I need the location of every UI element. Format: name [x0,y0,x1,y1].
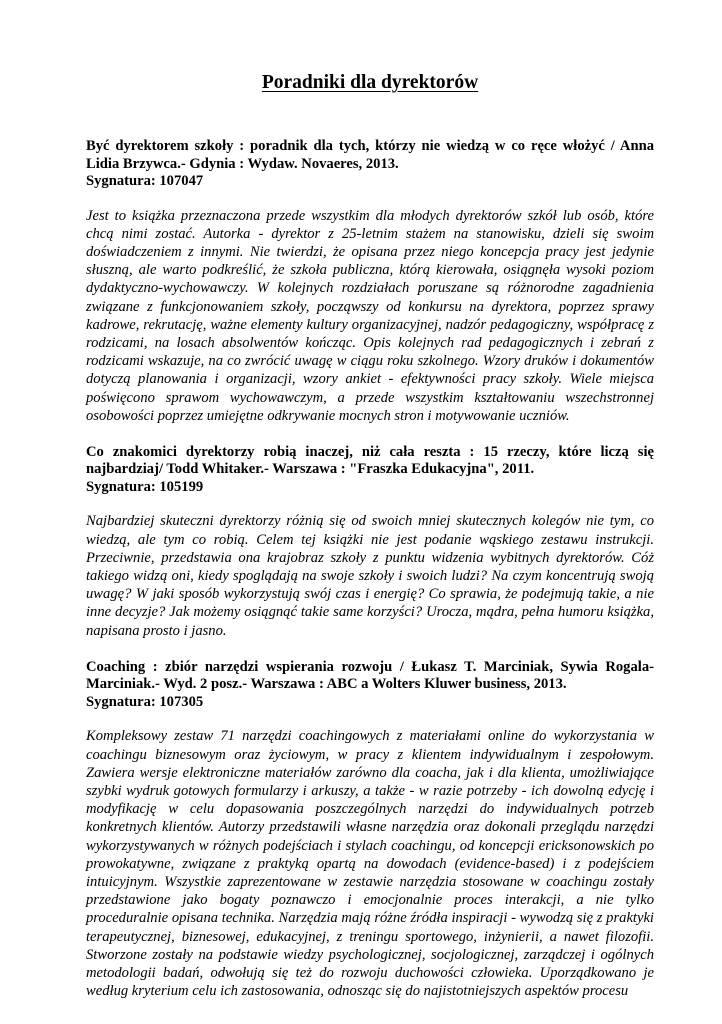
book-bibliographic-heading: Być dyrektorem szkoły : poradnik dla tych, którzy nie wiedzą w co ręce włożyć / Anna Lidia Brzywca.- Gdynia : Wydaw. Novaeres, 2013. [86,138,654,172]
book-description: Najbardziej skuteczni dyrektorzy różnią się od swoich mniej skutecznych kolegów nie tym, co wiedzą, ale tym co robią. Celem tej książki nie jest podanie wąskiego zestawu instrukcji. Przeciwnie, przedstawia ona krajobraz szkoły z punktu widzenia wybitnych dyrektorów. Cóż takiego widzą oni, kiedy spoglądają na swoje szkoły i swoich ludzi? Na czym koncentrują swoją uwagę? W jaki sposób wykorzystują swój czas i energię? Co sprawia, że podejmują takie, a nie inne decyzje? Jak możemy osiągnąć takie same korzyści? Urocza, mądra, pełna humoru książka, napisana prosto i jasno. [86,513,654,639]
book-call-number: Sygnatura: 107047 [86,173,204,189]
book-bibliographic-heading: Coaching : zbiór narzędzi wspierania rozwoju / Łukasz T. Marciniak, Sywia Rogala-Marciniak.- Wyd. 2 posz.- Warszawa : ABC a Wolters Kluwer business, 2013. [86,658,654,693]
book-entry [86,444,654,640]
book-bibliographic-heading: Co znakomici dyrektorzy robią inaczej, niż cała reszta : 15 rzeczy, które liczą się najbardziaj/ Todd Whitaker.- Warszawa : "Fraszka Edukacyjna", 2011. [86,443,654,478]
book-call-number: Sygnatura: 107305 [86,693,204,710]
book-call-number: Sygnatura: 105199 [86,478,204,495]
book-entry [86,659,654,1001]
book-description: Kompleksowy zestaw 71 narzędzi coachingowych z materiałami online do wykorzystania w coachingu biznesowym oraz życiowym, w pracy z klientem indywidualnym i zespołowym. Zawiera wersje elektroniczne materiałów zarówno dla coacha, jak i dla klienta, umożliwiające szybki wydruk gotowych formularzy i arkuszy, a także - w razie potrzeby - ich dowolną edycję i modyfikację w celu dopasowania poszczególnych narzędzi do indywidualnych potrzeb konkretnych klientów. Autorzy przedstawili własne narzędzia oraz dokonali przeglądu narzędzi wykorzystywanych w różnych podejściach i stylach coachingu, od koncepcji ericksonowskich po prowokatywne, związane z praktyką opartą na dowodach (evidence-based) i z podejściem intuicyjnym. Wszystkie zaprezentowane w zestawie narzędzia stosowane w coachingu zostały przedstawione jako bogaty poznawczo i emocjonalnie proces interakcji, a nie tylko proceduralnie opisana technika. Narzędzia mają różne źródła inspiracji - wywodzą się z praktyki terapeutycznej, biznesowej, edukacyjnej, z treningu sportowego, inżynierii, a nawet filozofii. Stworzone zostały na podstawie wiedzy psychologicznej, socjologicznej, zarządczej i ogólnych metodologii badań, odwołują się też do rozwoju duchowości człowieka. Uporządkowano je według kryterium celu ich zastosowania, odnosząc się do najistotniejszych aspektów procesu [86,728,654,1000]
book-entry [86,138,654,425]
book-description: Jest to książka przeznaczona przede wszystkim dla młodych dyrektorów szkół lub osób, które chcą nimi zostać. Autorka - dyrektor z 25-letnim stażem na stanowisku, dzieli się swoim doświadczeniem z innymi. Nie twierdzi, że opisana przez niego koncepcja pracy jest jedynie słuszną, ale warto podkreślić, że szkoła publiczna, którą kierowała, osiągnęła wysoki poziom dydaktyczno-wychowawczy. W kolejnych rozdziałach poruszane są różnorodne zagadnienia związane z funkcjonowaniem szkoły, począwszy od konkursu na dyrektora, poprzez sprawy kadrowe, rekrutację, ważne elementy kultury organizacyjnej, nadzór pedagogiczny, współpracę z rodzicami, na losach absolwentów kończąc. Opis kolejnych rad pedagogicznych i zebrań z rodzicami wskazuje, na co zwrócić uwagę w ciągu roku szkolnego. Wzory druków i dokumentów dotyczą planowania i organizacji, wzory ankiet - efektywności pracy szkoły. Wiele miejsca poświęcono sprawom wychowawczym, a przede wszystkim kształtowaniu wszechstronnej osobowości poprzez umiejętne odkrywanie mocnych stron i motywowanie uczniów. [86,207,654,424]
page-title: Poradniki dla dyrektorów [261,72,479,93]
document-page [86,0,654,1000]
